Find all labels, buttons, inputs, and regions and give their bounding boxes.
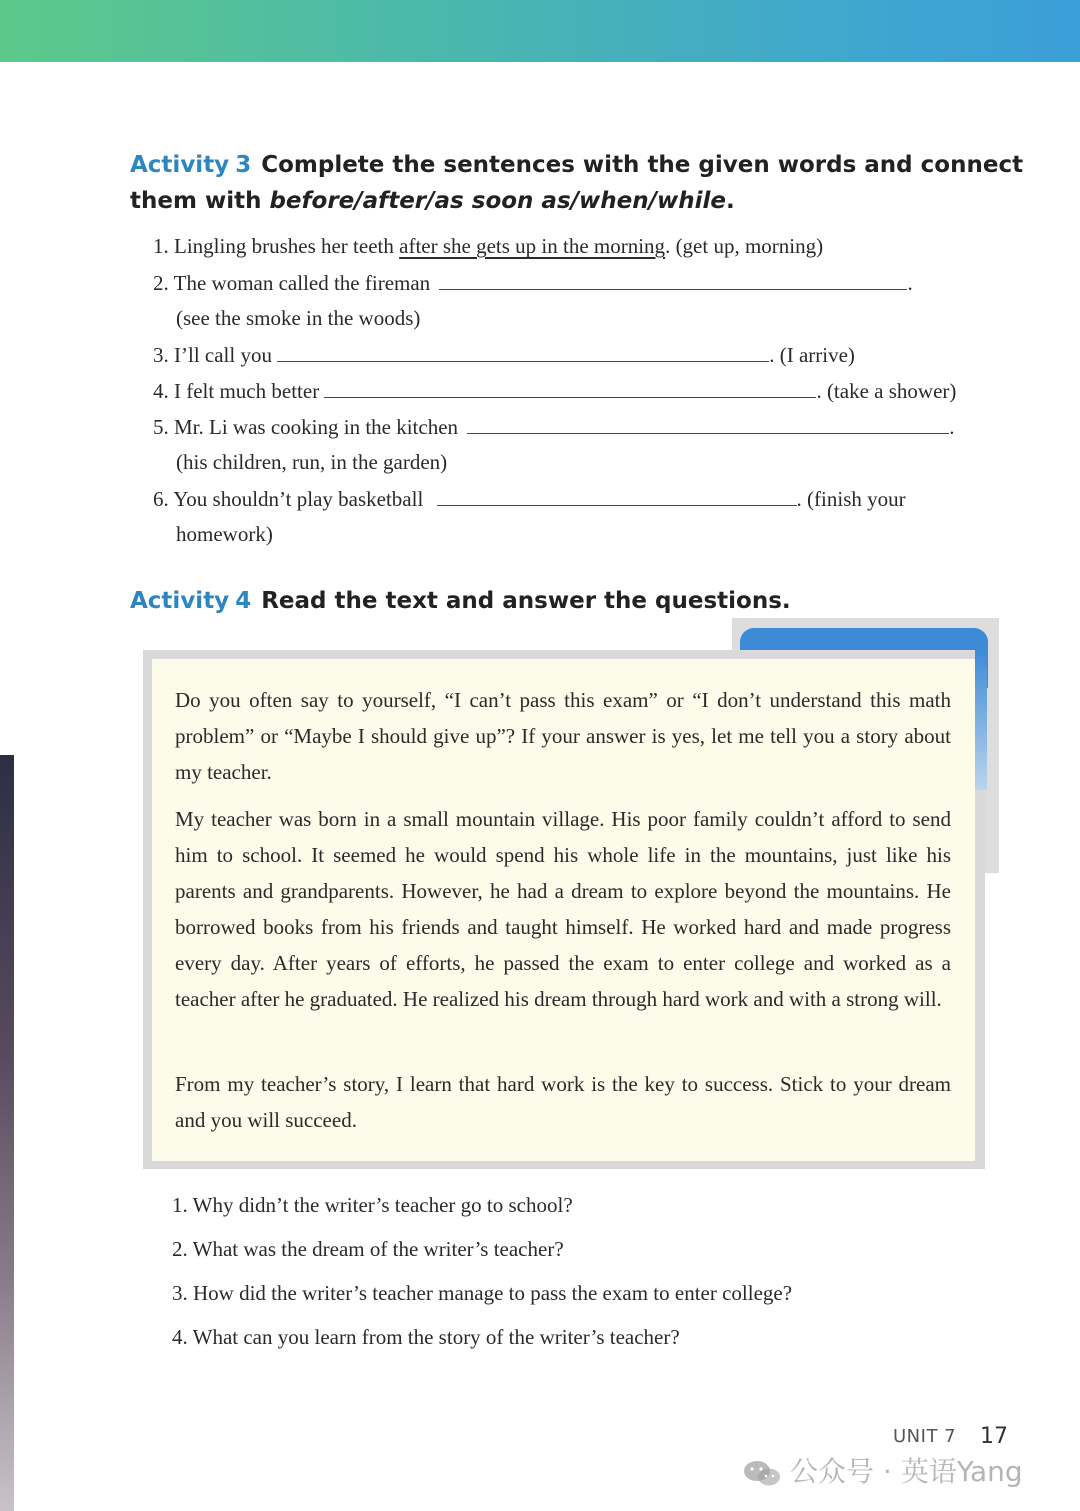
side-photo-strip [0, 755, 14, 1511]
connector-words: before/after/as soon as/when/while [269, 188, 727, 214]
wechat-icon [742, 1458, 782, 1488]
activity-3-title-line1: Complete the sentences with the given words and connect [261, 152, 1024, 178]
exercise-item-3: 3. I’ll call you . (I arrive) [153, 339, 855, 370]
question-4: 4. What can you learn from the story of the writer’s teacher? [172, 1325, 680, 1349]
exercise-item-5: 5. Mr. Li was cooking in the kitchen . [153, 411, 955, 442]
reading-paragraph-2: My teacher was born in a small mountain village. His poor family couldn’t afford to send him to school. It seemed he would spend his whole life in the mountains, just like his parents and grandparents. However, he had a dream to explore beyond the mountains. He borrowed books from his friends and taught himself. He worked hard and made progress every day. After years of efforts, he passed the exam to enter college and worked as a teacher after he graduated. He realized his dream through hard work and with a strong will. [175, 807, 951, 1011]
question-2: 2. What was the dream of the writer’s teacher? [172, 1237, 564, 1261]
exercise-item-2: 2. The woman called the fireman . [153, 267, 913, 298]
header-color-bar [0, 0, 1080, 62]
answer-blank-5[interactable] [467, 411, 949, 434]
exercise-item-6: 6. You shouldn’t play basketball . (finish your [153, 483, 906, 514]
exercise-item-1: 1. Lingling brushes her teeth after she gets up in the morning. (get up, morning) [153, 234, 824, 258]
watermark: 公众号 · 英语Yang [742, 1450, 1023, 1490]
unit-label: UNIT 7 [893, 1426, 957, 1447]
activity-3-label: Activity 3 [130, 152, 252, 178]
page-number: 17 [980, 1424, 1008, 1449]
activity-4-title: Read the text and answer the questions. [261, 588, 791, 614]
exercise-item-2-hint: (see the smoke in the woods) [176, 306, 421, 330]
exercise-item-4: 4. I felt much better . (take a shower) [153, 375, 956, 406]
activity-3-title-line2: them with before/after/as soon as/when/while. [130, 188, 735, 214]
activity-4-label: Activity 4 [130, 588, 252, 614]
reading-paragraph-1: Do you often say to yourself, “I can’t pass this exam” or “I don’t understand this math problem” or “Maybe I should give up”? If your answer is yes, let me tell you a story about my teacher. [175, 688, 951, 784]
activity-3-heading [130, 147, 1023, 219]
answer-blank-4[interactable] [324, 375, 816, 398]
reading-paragraph-3: From my teacher’s story, I learn that hard work is the key to success. Stick to your dream and you will succeed. [175, 1072, 951, 1132]
question-3: 3. How did the writer’s teacher manage to pass the exam to enter college? [172, 1281, 793, 1305]
activity-4-heading [130, 583, 791, 619]
answer-blank-3[interactable] [277, 339, 769, 362]
answer-blank-2[interactable] [439, 267, 907, 290]
question-1: 1. Why didn’t the writer’s teacher go to school? [172, 1193, 573, 1217]
exercise-item-5-hint: (his children, run, in the garden) [176, 450, 448, 474]
exercise-item-6-hint: homework) [176, 522, 273, 546]
example-answer: after she gets up in the morning [399, 234, 666, 258]
answer-blank-6[interactable] [437, 483, 797, 506]
box-blue-edge [975, 650, 987, 790]
